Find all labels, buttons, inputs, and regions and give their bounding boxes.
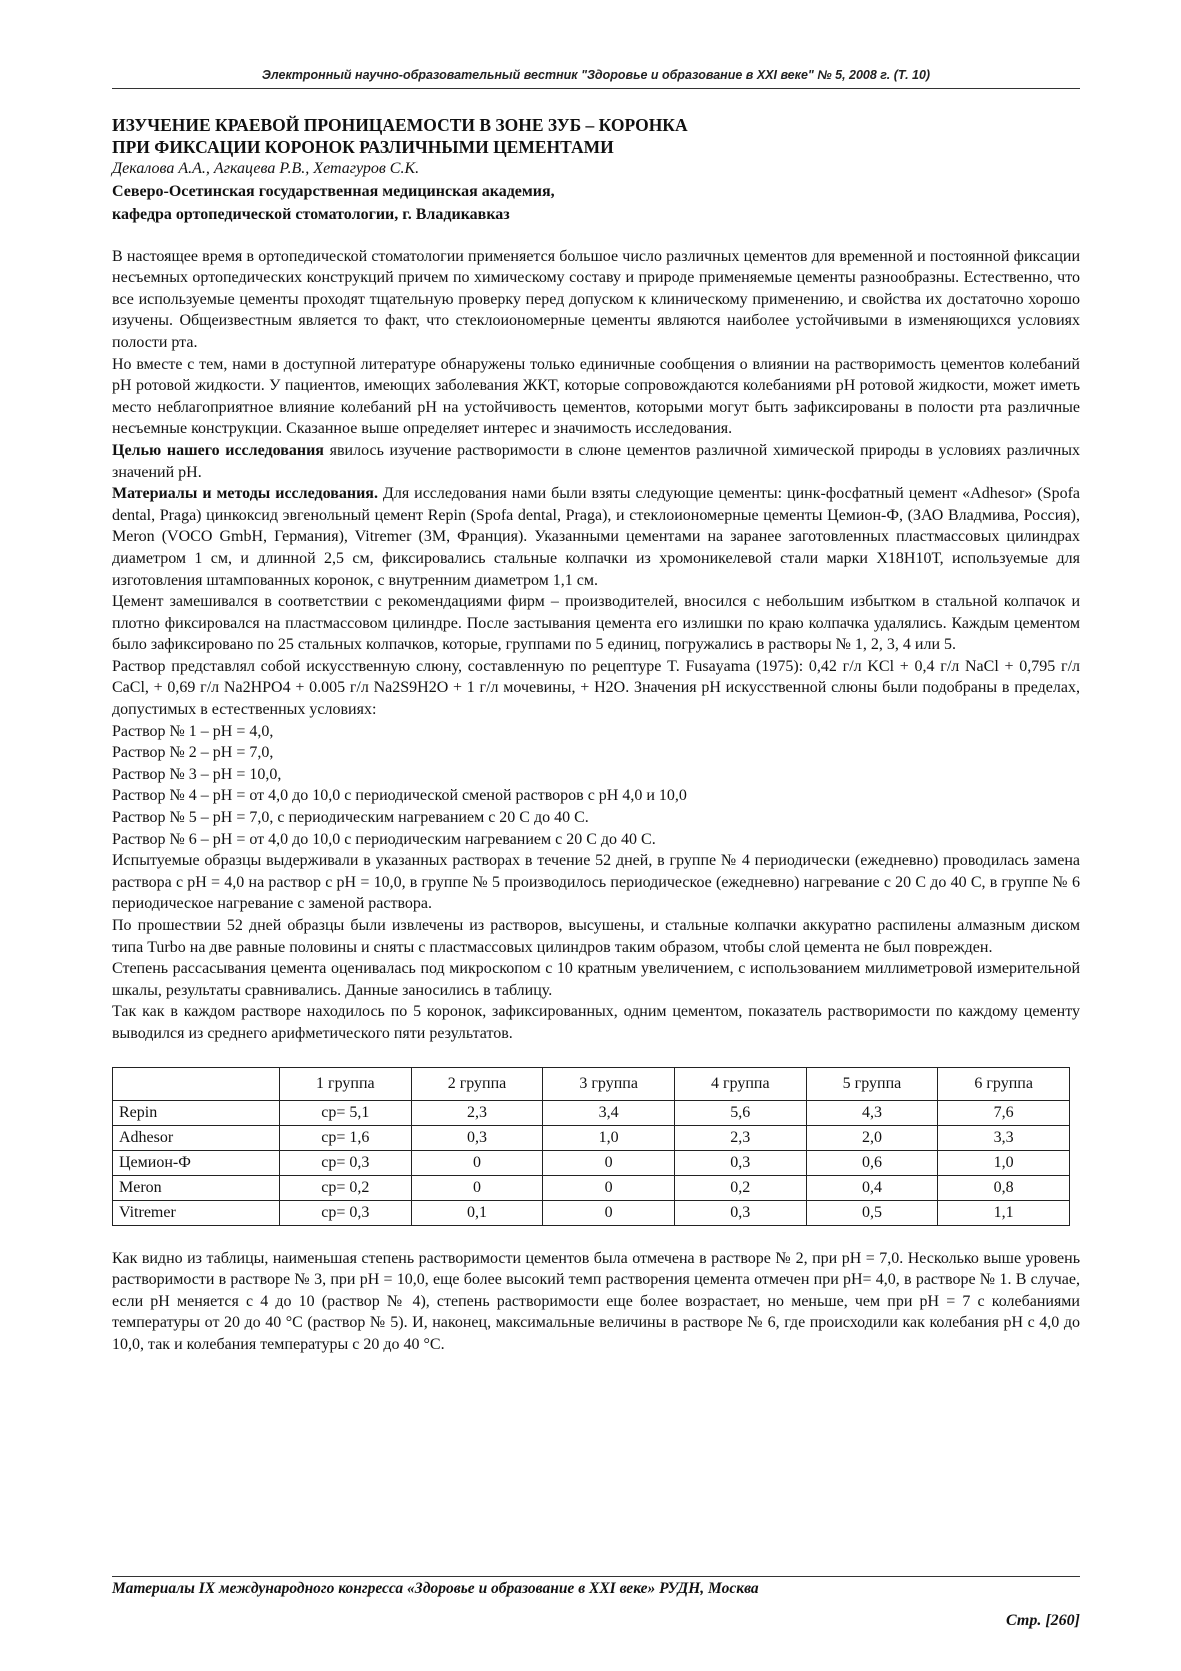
solution-item-1: Раствор № 1 – pH = 4,0, <box>112 722 274 740</box>
table-cell: Vitremer <box>113 1200 280 1225</box>
table-cell: 3,4 <box>543 1100 675 1125</box>
paragraph-after: По прошествии 52 дней образцы были извлечены из растворов, высушены, и стальные колпачки аккуратно распилены алмазным диском типа Turbo на две равные половины и сняты с пластмассовых цилиндров таким образом, чтобы слой цемента не был поврежден. <box>112 917 1080 956</box>
table-cell: 0 <box>411 1150 543 1175</box>
paragraph-tested: Испытуемые образцы выдерживали в указанных растворах в течение 52 дней, в группе № 4 периодически (ежедневно) проводилась замена раствора с pH = 4,0 на раствор с pH = 10,0, в группе № 5 производилось периодическое (ежедневно) нагревание с 20 С до 40 С, в группе № 6 периодическое нагревание с заменой раствора. <box>112 852 1080 913</box>
paragraph-methods <box>112 483 1080 591</box>
table-header-cell: 3 группа <box>543 1067 675 1100</box>
methods-text: Для исследования нами были взяты следующие цементы: цинк-фосфатный цемент «Adhesor» (Spofa dental, Praga) цинкоксид эвгенольный цемент Repin (Spofa dental, Praga), и стеклоиономерные цементы Цемион-Ф, (ЗАО Владмива, Россия), Meron (VOCO GmbH, Германия), Vitremer (3M, Франция). Указанными цементами на заранее заготовленных пластмассовых цилиндрах диаметром 1 см, и длинной 2,5 см, фиксировались стальные колпачки из хромоникелевой стали марки Х18Н10Т, используемые для изготовления штампованных коронок, с внутренним диаметром 1,1 см. <box>112 485 1081 589</box>
affiliation-line-1: Северо-Осетинская государственная медицинская академия, <box>112 182 555 200</box>
article-authors: Декалова А.А., Агкацева Р.В., Хетагуров С.К. <box>112 160 420 177</box>
journal-header: Электронный научно-образовательный вестник "Здоровье и образование в XXI веке" № 5, 2008 г. (Т. 10) <box>261 68 931 82</box>
table-cell: 0 <box>543 1150 675 1175</box>
table-cell: 1,1 <box>938 1200 1070 1225</box>
table-cell: 7,6 <box>938 1100 1070 1125</box>
table-header-cell: 1 группа <box>280 1067 412 1100</box>
table-cell: 0,6 <box>806 1150 938 1175</box>
paragraph-intro: В настоящее время в ортопедической стоматологии применяется большое число различных цементов для временной и постоянной фиксации несъемных ортопедических конструкций причем по химическому составу и природе применяемые цементы разнообразны. Естественно, что все используемые цементы проходят тщательную проверку перед допуском к клиническому применению, и свойства их достаточно хорошо изучены. Общеизвестным является то факт, что стеклоиономерные цементы являются наиболее устойчивыми в изменяющихся условиях полости рта. <box>112 247 1080 351</box>
table-header-cell: 2 группа <box>411 1067 543 1100</box>
table-cell: 5,6 <box>674 1100 806 1125</box>
table-cell: 0,3 <box>674 1150 806 1175</box>
table-cell: 0 <box>411 1175 543 1200</box>
table-cell: 0 <box>543 1175 675 1200</box>
solution-item-5: Раствор № 5 – pH = 7,0, с периодическим нагреванием с 20 С до 40 С. <box>112 809 589 827</box>
section-spacer <box>112 226 1080 246</box>
table-cell: Meron <box>113 1175 280 1200</box>
page-number: Стр. [260] <box>1006 1612 1080 1629</box>
article-title-line-1: ИЗУЧЕНИЕ КРАЕВОЙ ПРОНИЦАЕМОСТИ В ЗОНЕ ЗУБ – КОРОНКА <box>112 115 688 135</box>
table-cell: ср= 5,1 <box>280 1100 412 1125</box>
table-cell: ср= 0,2 <box>280 1175 412 1200</box>
table-row <box>113 1175 1070 1200</box>
table-header-cell: 4 группа <box>674 1067 806 1100</box>
table-cell: 3,3 <box>938 1125 1070 1150</box>
paragraph-degree: Степень рассасывания цемента оценивалась под микроскопом с 10 кратным увеличением, с использованием миллиметровой измерительной шкалы, результаты сравнивались. Данные заносились в таблицу. <box>112 960 1080 999</box>
table-cell: 0,4 <box>806 1175 938 1200</box>
table-cell: 4,3 <box>806 1100 938 1125</box>
table-cell: 0,2 <box>674 1175 806 1200</box>
paragraph-intro-2: Но вместе с тем, нами в доступной литературе обнаружены только единичные сообщения о влиянии на растворимость цементов колебаний pH ротовой жидкости. У пациентов, имеющих заболевания ЖКТ, которые сопровождаются колебаниями pH ротовой жидкости, может иметь место неблагоприятное влияние колебаний pH на устойчивость цементов, которыми могут быть зафиксированы в полости рта различные несъемные конструкции. Сказанное выше определяет интерес и значимость исследования. <box>112 355 1080 438</box>
results-table <box>112 1067 1070 1226</box>
footer-conference: Материалы IX международного конгресса «Здоровье и образование в XXI веке» РУДН, Москва <box>112 1580 759 1597</box>
aim-heading: Целью нашего исследования <box>112 441 324 459</box>
table-row <box>113 1150 1070 1175</box>
paragraph-aim <box>112 440 1080 483</box>
affiliation-line-2: кафедра ортопедической стоматологии, г. Владикавказ <box>112 205 510 223</box>
table-cell: 0 <box>543 1200 675 1225</box>
header-divider <box>112 88 1080 89</box>
table-cell: 0,3 <box>674 1200 806 1225</box>
table-cell: ср= 0,3 <box>280 1200 412 1225</box>
article-body <box>112 114 1080 1356</box>
table-cell: 0,8 <box>938 1175 1070 1200</box>
table-cell: Repin <box>113 1100 280 1125</box>
solution-item-2: Раствор № 2 – pH = 7,0, <box>112 744 274 762</box>
table-cell: 0,3 <box>411 1125 543 1150</box>
table-cell: Цемион-Ф <box>113 1150 280 1175</box>
paragraph-conclusion: Как видно из таблицы, наименьшая степень растворимости цементов была отмечена в растворе № 2, при pH = 7,0. Несколько выше уровень растворимости в растворе № 3, при pH = 10,0, еще более высокий темп растворения цемента отмечен при pH= 4,0, в растворе № 1. В случае, если pH меняется с 4 до 10 (раствор № 4), степень растворимости еще более возрастает, но меньше, чем при pH = 7 с колебаниями температуры от 20 до 40 °С (раствор № 5). И, наконец, максимальные величины в растворе № 6, где происходили как колебания pH с 4,0 до 10,0, так и колебания температуры с 20 до 40 °С. <box>112 1249 1080 1353</box>
table-cell: 1,0 <box>938 1150 1070 1175</box>
paragraph-solution: Раствор представлял собой искусственную слюну, составленную по рецептуре T. Fusayama (1975): 0,42 г/л KCl + 0,4 г/л NaCl + 0,795 г/л CaCl, + 0,69 г/л Na2HPO4 + 0.005 г/л Na2S9H2O + 1 г/л мочевины, + H2O. Значения pH искусственной слюны были подобраны в пределах, допустимых в естественных условиях: <box>112 657 1080 719</box>
table-header-row <box>113 1067 1070 1100</box>
table-header-cell: 5 группа <box>806 1067 938 1100</box>
paragraph-since: Так как в каждом растворе находилось по 5 коронок, зафиксированных, одним цементом, показатель растворимости по каждому цементу выводился из среднего арифметического пяти результатов. <box>112 1003 1080 1042</box>
table-row <box>113 1200 1070 1225</box>
table-cell: 2,0 <box>806 1125 938 1150</box>
paragraph-cement: Цемент замешивался в соответствии с рекомендациями фирм – производителей, вносился с небольшим избытком в стальной колпачок и плотно фиксировался на пластмассовом цилиндре. После застывания цемента его излишки по краю колпачка удалялись. Каждым цементом было зафиксировано по 25 стальных колпачков, которые, группами по 5 единиц, погружались в растворы № 1, 2, 3, 4 или 5. <box>112 593 1080 654</box>
solution-item-3: Раствор № 3 – pH = 10,0, <box>112 765 282 783</box>
table-cell: Adhesor <box>113 1125 280 1150</box>
footer-divider <box>112 1576 1080 1577</box>
table-cell: 0,1 <box>411 1200 543 1225</box>
table-cell: 2,3 <box>674 1125 806 1150</box>
solution-item-4: Раствор № 4 – pH = от 4,0 до 10,0 с периодической сменой растворов с pH 4,0 и 10,0 <box>112 787 687 805</box>
table-cell: 0,5 <box>806 1200 938 1225</box>
table-cell: ср= 0,3 <box>280 1150 412 1175</box>
table-row <box>113 1125 1070 1150</box>
table-cell: 2,3 <box>411 1100 543 1125</box>
methods-heading: Материалы и методы исследования. <box>112 485 378 503</box>
solution-item-6: Раствор № 6 – pH = от 4,0 до 10,0 с периодическим нагреванием с 20 С до 40 С. <box>112 830 656 848</box>
article-title-line-2: ПРИ ФИКСАЦИИ КОРОНОК РАЗЛИЧНЫМИ ЦЕМЕНТАМИ <box>112 137 614 157</box>
table-cell: ср= 1,6 <box>280 1125 412 1150</box>
table-row <box>113 1100 1070 1125</box>
table-header-cell <box>113 1067 280 1100</box>
aim-text: явилось изучение растворимости в слюне цементов различной химической природы в условиях различных значений pH. <box>112 441 1081 481</box>
table-header-cell: 6 группа <box>938 1067 1070 1100</box>
table-cell: 1,0 <box>543 1125 675 1150</box>
